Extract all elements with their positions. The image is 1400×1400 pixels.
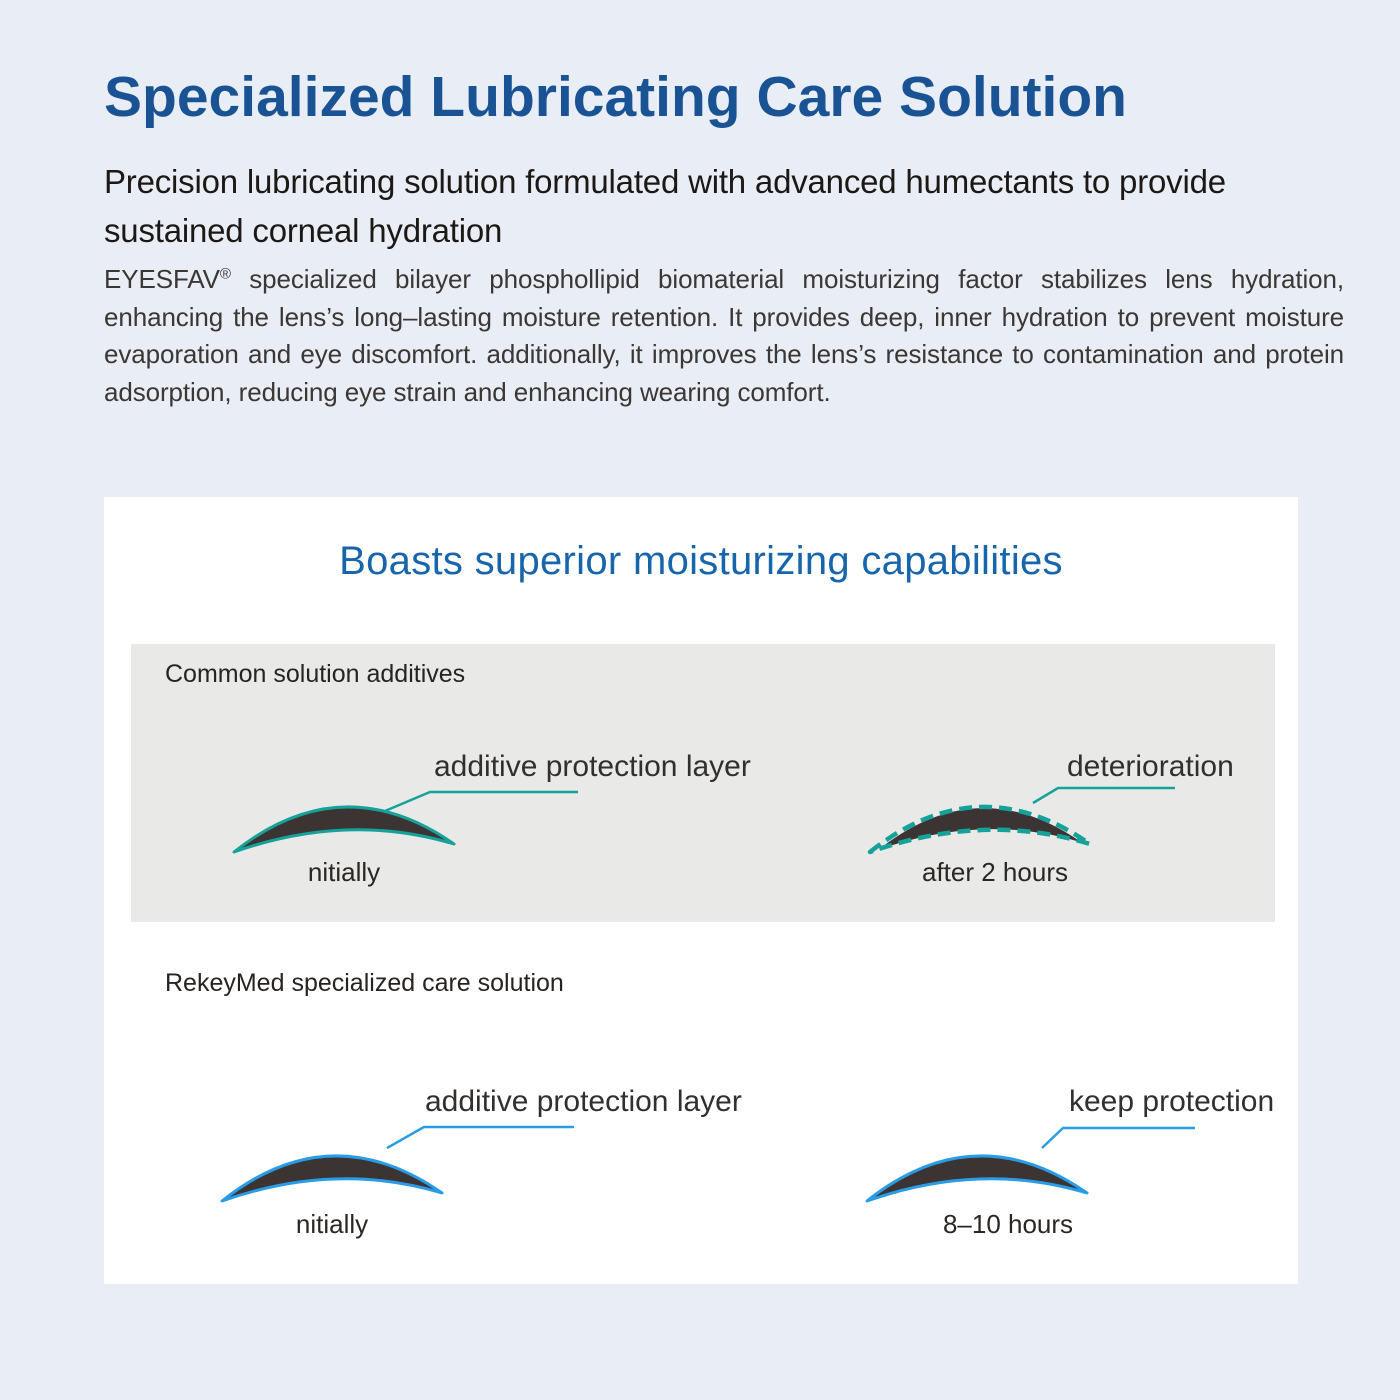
subtitle-line-2: sustained corneal hydration — [104, 212, 503, 249]
common-initial-callout-label: additive protection layer — [434, 750, 751, 783]
intro-paragraph — [104, 261, 1344, 411]
rekeymed-keep-protection-callout-label: keep protection — [1069, 1085, 1275, 1118]
subtitle-line-1: Precision lubricating solution formulated with advanced humectants to provide — [104, 163, 1226, 200]
callout-polyline — [1042, 1128, 1195, 1148]
callout-polyline — [1033, 788, 1175, 803]
rekeymed-initial-callout-label: additive protection layer — [425, 1085, 742, 1118]
page-title: Specialized Lubricating Care Solution — [104, 65, 1127, 129]
callout-line-icon — [381, 787, 581, 815]
common-deterioration-callout-label: deterioration — [1067, 750, 1234, 783]
callout-polyline — [385, 792, 578, 811]
card-heading: Boasts superior moisturizing capabilities — [339, 539, 1063, 583]
rekeymed-8-10-hours-caption: 8–10 hours — [942, 1209, 1074, 1239]
lens-shape — [222, 1156, 442, 1201]
common-initial-caption: nitially — [307, 857, 381, 887]
rekeymed-section-label: RekeyMed specialized care solution — [165, 969, 564, 997]
lens-shape — [867, 1156, 1087, 1201]
callout-polyline — [387, 1127, 574, 1148]
rekeymed-initial-caption: nitially — [295, 1209, 369, 1239]
brand-name: EYESFAV — [104, 264, 220, 294]
callout-line-icon — [1027, 783, 1179, 807]
common-after2h-caption: after 2 hours — [922, 857, 1068, 887]
common-additives-panel — [131, 644, 1275, 922]
moisturizing-card — [104, 497, 1298, 1284]
registered-trademark-symbol: ® — [219, 265, 231, 283]
common-additives-label: Common solution additives — [165, 660, 466, 688]
intro-text: specialized bilayer phosphollipid biomaterial moisturizing factor stabilizes lens hydration, enhancing the lens’s long–lasting moisture retention. It provides deep, inner hydration to prevent moisture evaporation and eye discomfort. additionally, it improves the lens’s resistance to contamination and protein adsorption, reducing eye strain and enhancing wearing comfort. — [104, 264, 1344, 407]
page-subtitle — [104, 157, 1226, 255]
callout-line-icon — [381, 1121, 581, 1151]
callout-line-icon — [1034, 1122, 1199, 1151]
